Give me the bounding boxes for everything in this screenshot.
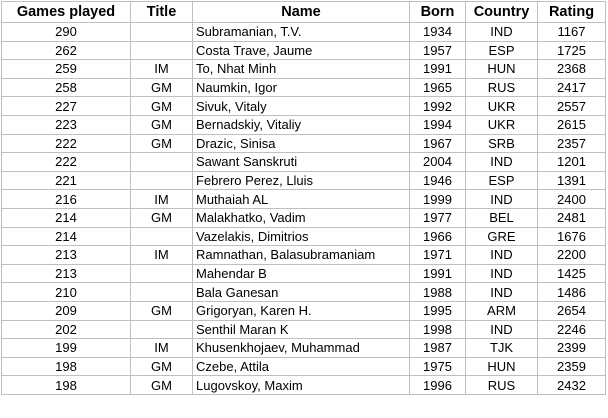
title-cell: GM — [131, 301, 193, 320]
table-row — [2, 227, 606, 246]
name-cell: Bernadskiy, Vitaliy — [193, 115, 410, 134]
name-cell: Czebe, Attila — [193, 357, 410, 376]
rating-cell: 2200 — [538, 246, 606, 265]
country-cell: ARM — [466, 301, 538, 320]
rating-cell: 2557 — [538, 97, 606, 116]
games-played-cell: 262 — [2, 41, 131, 60]
games-played-cell: 198 — [2, 376, 131, 395]
born-cell: 1991 — [410, 60, 466, 79]
games-played-cell: 227 — [2, 97, 131, 116]
header-title: Title — [131, 2, 193, 23]
title-cell: IM — [131, 339, 193, 358]
table-row — [2, 357, 606, 376]
country-cell: SRB — [466, 134, 538, 153]
title-cell — [131, 153, 193, 172]
title-cell — [131, 320, 193, 339]
name-cell: Bala Ganesan — [193, 283, 410, 302]
rating-cell: 2432 — [538, 376, 606, 395]
header-row — [2, 2, 606, 23]
name-cell: Naumkin, Igor — [193, 78, 410, 97]
rating-cell: 1167 — [538, 23, 606, 42]
rating-cell: 1676 — [538, 227, 606, 246]
title-cell: GM — [131, 357, 193, 376]
country-cell: TJK — [466, 339, 538, 358]
born-cell: 1966 — [410, 227, 466, 246]
games-played-cell: 213 — [2, 264, 131, 283]
born-cell: 1946 — [410, 171, 466, 190]
table-row — [2, 376, 606, 395]
country-cell: RUS — [466, 78, 538, 97]
country-cell: UKR — [466, 97, 538, 116]
table-row — [2, 153, 606, 172]
born-cell: 2004 — [410, 153, 466, 172]
rating-cell: 1486 — [538, 283, 606, 302]
country-cell: IND — [466, 264, 538, 283]
name-cell: Ramnathan, Balasubramaniam — [193, 246, 410, 265]
country-cell: ESP — [466, 171, 538, 190]
games-played-cell: 258 — [2, 78, 131, 97]
born-cell: 1965 — [410, 78, 466, 97]
title-cell — [131, 264, 193, 283]
name-cell: Sawant Sanskruti — [193, 153, 410, 172]
born-cell: 1934 — [410, 23, 466, 42]
title-cell: GM — [131, 208, 193, 227]
rating-cell: 2246 — [538, 320, 606, 339]
country-cell: HUN — [466, 357, 538, 376]
games-played-cell: 221 — [2, 171, 131, 190]
title-cell: GM — [131, 134, 193, 153]
rating-cell: 2481 — [538, 208, 606, 227]
rating-cell: 2368 — [538, 60, 606, 79]
header-country: Country — [466, 2, 538, 23]
rating-cell: 2615 — [538, 115, 606, 134]
country-cell: IND — [466, 320, 538, 339]
name-cell: Grigoryan, Karen H. — [193, 301, 410, 320]
country-cell: GRE — [466, 227, 538, 246]
games-played-cell: 223 — [2, 115, 131, 134]
games-played-cell: 222 — [2, 134, 131, 153]
table-row — [2, 320, 606, 339]
header-rating: Rating — [538, 2, 606, 23]
header-games-played: Games played — [2, 2, 131, 23]
name-cell: Subramanian, T.V. — [193, 23, 410, 42]
name-cell: Costa Trave, Jaume — [193, 41, 410, 60]
games-played-cell: 290 — [2, 23, 131, 42]
table-row — [2, 41, 606, 60]
born-cell: 1975 — [410, 357, 466, 376]
born-cell: 1977 — [410, 208, 466, 227]
games-played-cell: 216 — [2, 190, 131, 209]
title-cell: GM — [131, 115, 193, 134]
name-cell: Drazic, Sinisa — [193, 134, 410, 153]
name-cell: Lugovskoy, Maxim — [193, 376, 410, 395]
born-cell: 1995 — [410, 301, 466, 320]
born-cell: 1988 — [410, 283, 466, 302]
table-body — [2, 23, 606, 395]
games-played-cell: 202 — [2, 320, 131, 339]
title-cell — [131, 171, 193, 190]
born-cell: 1998 — [410, 320, 466, 339]
country-cell: IND — [466, 23, 538, 42]
title-cell — [131, 41, 193, 60]
rating-cell: 1201 — [538, 153, 606, 172]
name-cell: Mahendar B — [193, 264, 410, 283]
title-cell — [131, 23, 193, 42]
rating-cell: 2357 — [538, 134, 606, 153]
games-played-cell: 214 — [2, 208, 131, 227]
name-cell: Malakhatko, Vadim — [193, 208, 410, 227]
table-row — [2, 60, 606, 79]
games-played-cell: 199 — [2, 339, 131, 358]
table-row — [2, 339, 606, 358]
born-cell: 1991 — [410, 264, 466, 283]
players-table — [1, 1, 606, 395]
header-born: Born — [410, 2, 466, 23]
title-cell: GM — [131, 97, 193, 116]
games-played-cell: 198 — [2, 357, 131, 376]
table-row — [2, 171, 606, 190]
born-cell: 1999 — [410, 190, 466, 209]
rating-cell: 1725 — [538, 41, 606, 60]
name-cell: Febrero Perez, Lluis — [193, 171, 410, 190]
table-row — [2, 208, 606, 227]
rating-cell: 2654 — [538, 301, 606, 320]
title-cell: IM — [131, 60, 193, 79]
born-cell: 1971 — [410, 246, 466, 265]
country-cell: UKR — [466, 115, 538, 134]
born-cell: 1994 — [410, 115, 466, 134]
rating-cell: 1391 — [538, 171, 606, 190]
title-cell: IM — [131, 190, 193, 209]
games-played-cell: 213 — [2, 246, 131, 265]
title-cell: GM — [131, 78, 193, 97]
country-cell: ESP — [466, 41, 538, 60]
name-cell: Sivuk, Vitaly — [193, 97, 410, 116]
country-cell: BEL — [466, 208, 538, 227]
title-cell: GM — [131, 376, 193, 395]
title-cell — [131, 227, 193, 246]
born-cell: 1987 — [410, 339, 466, 358]
rating-cell: 2359 — [538, 357, 606, 376]
table-row — [2, 134, 606, 153]
table-row — [2, 115, 606, 134]
title-cell — [131, 283, 193, 302]
table-row — [2, 246, 606, 265]
table-row — [2, 23, 606, 42]
header-name: Name — [193, 2, 410, 23]
title-cell: IM — [131, 246, 193, 265]
table-row — [2, 301, 606, 320]
games-played-cell: 210 — [2, 283, 131, 302]
born-cell: 1957 — [410, 41, 466, 60]
table-row — [2, 283, 606, 302]
born-cell: 1967 — [410, 134, 466, 153]
country-cell: IND — [466, 283, 538, 302]
rating-cell: 2400 — [538, 190, 606, 209]
table-row — [2, 190, 606, 209]
rating-cell: 1425 — [538, 264, 606, 283]
name-cell: Khusenkhojaev, Muhammad — [193, 339, 410, 358]
name-cell: Muthaiah AL — [193, 190, 410, 209]
table-row — [2, 264, 606, 283]
born-cell: 1992 — [410, 97, 466, 116]
games-played-cell: 259 — [2, 60, 131, 79]
country-cell: RUS — [466, 376, 538, 395]
table-row — [2, 97, 606, 116]
table-row — [2, 78, 606, 97]
country-cell: IND — [466, 246, 538, 265]
country-cell: HUN — [466, 60, 538, 79]
name-cell: To, Nhat Minh — [193, 60, 410, 79]
name-cell: Senthil Maran K — [193, 320, 410, 339]
name-cell: Vazelakis, Dimitrios — [193, 227, 410, 246]
games-played-cell: 222 — [2, 153, 131, 172]
rating-cell: 2417 — [538, 78, 606, 97]
country-cell: IND — [466, 190, 538, 209]
games-played-cell: 214 — [2, 227, 131, 246]
rating-cell: 2399 — [538, 339, 606, 358]
born-cell: 1996 — [410, 376, 466, 395]
country-cell: IND — [466, 153, 538, 172]
games-played-cell: 209 — [2, 301, 131, 320]
